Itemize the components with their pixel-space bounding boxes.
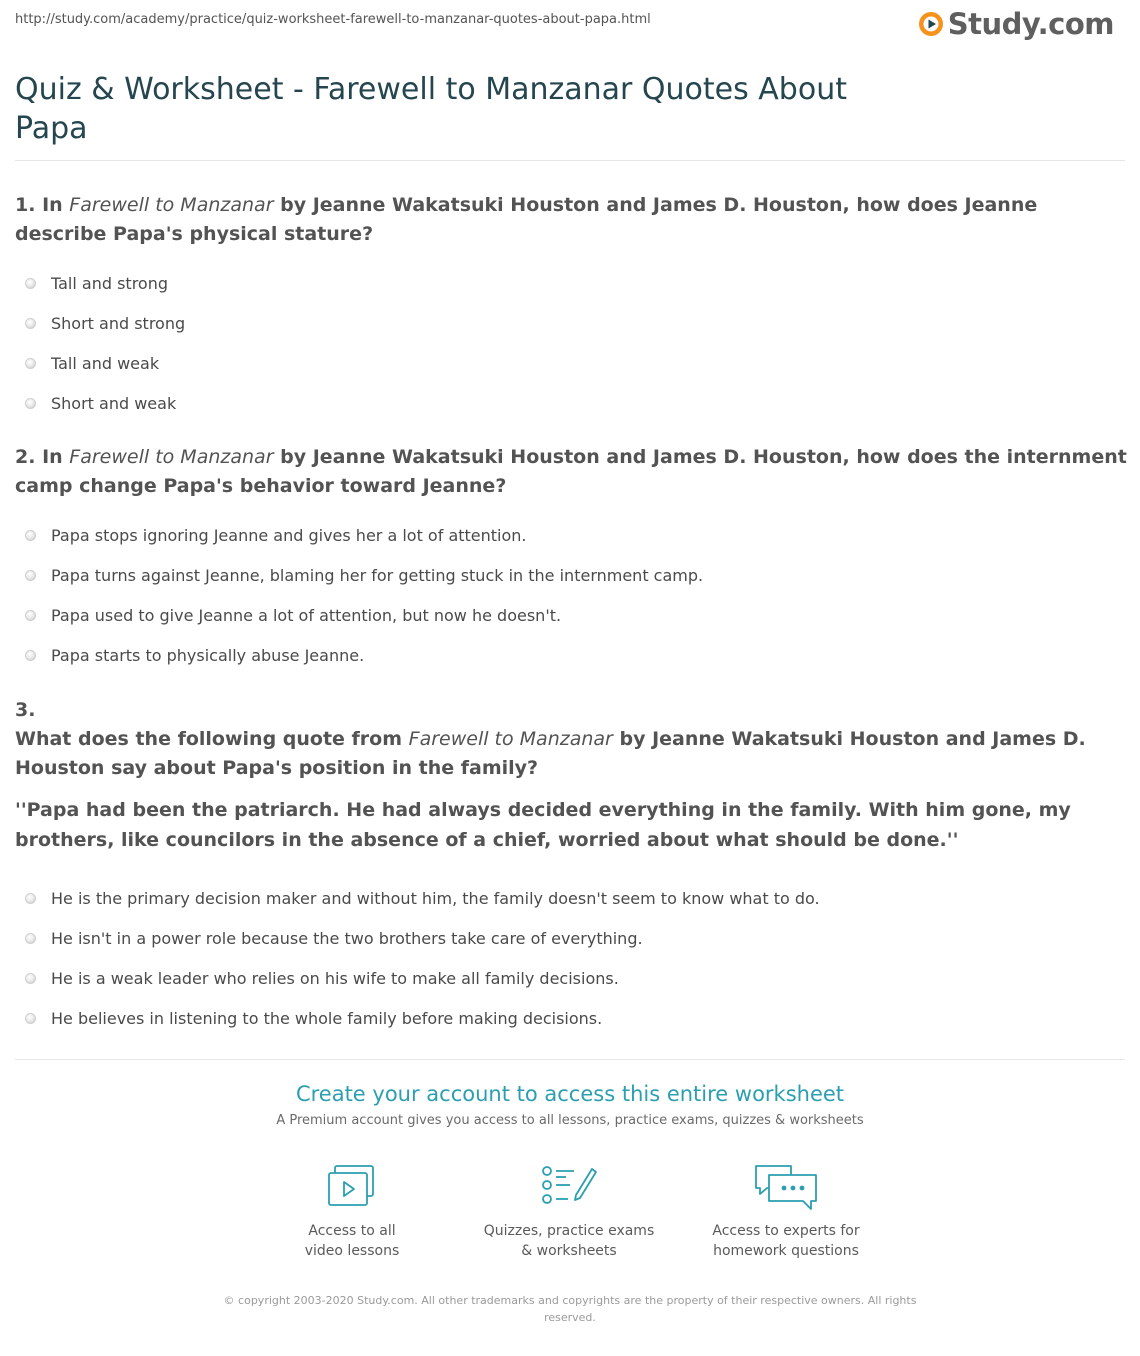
radio-button[interactable] — [25, 530, 36, 541]
option-label: Papa stops ignoring Jeanne and gives her a lot of attention. — [51, 525, 527, 545]
copyright: © copyright 2003-2020 Study.com. All other trademarks and copyrights are the property of their respective owners. All rights reserved. — [223, 1294, 917, 1324]
answer-option[interactable] — [15, 303, 1127, 343]
option-label: Papa turns against Jeanne, blaming her for getting stuck in the internment camp. — [51, 565, 704, 585]
radio-button[interactable] — [25, 1013, 36, 1024]
feature-label: Access to experts for homework questions — [712, 1223, 860, 1259]
radio-button[interactable] — [25, 650, 36, 661]
option-label: Short and strong — [51, 313, 186, 333]
radio-button[interactable] — [25, 398, 36, 409]
book-title: Farewell to Manzanar — [408, 728, 613, 750]
radio-button[interactable] — [25, 278, 36, 289]
feature-experts — [686, 1163, 886, 1261]
answer-options — [15, 515, 1127, 675]
answer-options — [15, 878, 1127, 1038]
option-label: Tall and strong — [51, 273, 169, 293]
question-1 — [15, 191, 1127, 423]
book-title: Farewell to Manzanar — [69, 446, 274, 468]
study-play-icon — [918, 11, 944, 37]
divider — [15, 160, 1125, 161]
option-label: He believes in listening to the whole family before making decisions. — [51, 1008, 603, 1028]
option-label: He isn't in a power role because the two brothers take care of everything. — [51, 928, 643, 948]
question-3 — [15, 695, 1127, 1038]
question-text: What does the following quote from Farewell to Manzanar by Jeanne Wakatsuki Houston and James D. Houston say about Papa's position in the family? — [15, 728, 1086, 779]
answer-option[interactable] — [15, 383, 1127, 423]
cta-subtitle: A Premium account gives you access to all lessons, practice exams, quizzes & worksheets — [276, 1113, 864, 1128]
logo-text: Study.com — [947, 7, 1114, 41]
quiz-checklist-icon — [540, 1163, 598, 1209]
radio-button[interactable] — [25, 893, 36, 904]
video-lessons-icon — [326, 1163, 378, 1209]
option-label: He is the primary decision maker and without him, the family doesn't seem to know what to do. — [51, 888, 820, 908]
question-text: 2. In Farewell to Manzanar by Jeanne Wakatsuki Houston and James D. Houston, how does the internment camp change Papa's behavior toward Jeanne? — [15, 446, 1127, 497]
radio-button[interactable] — [25, 358, 36, 369]
question-text: 1. In Farewell to Manzanar by Jeanne Wakatsuki Houston and James D. Houston, how does Jeanne describe Papa's physical stature? — [15, 194, 1038, 245]
page-url: http://study.com/academy/practice/quiz-worksheet-farewell-to-manzanar-quotes-about-papa.html — [15, 12, 651, 27]
answer-option[interactable] — [15, 555, 1127, 595]
create-account-link[interactable]: Create your account to access this entire worksheet — [295, 1082, 845, 1106]
answer-option[interactable] — [15, 958, 1127, 998]
divider — [15, 1059, 1125, 1060]
answer-option[interactable] — [15, 918, 1127, 958]
answer-option[interactable] — [15, 878, 1127, 918]
option-label: Papa starts to physically abuse Jeanne. — [51, 645, 365, 665]
radio-button[interactable] — [25, 973, 36, 984]
answer-option[interactable] — [15, 998, 1127, 1038]
radio-button[interactable] — [25, 933, 36, 944]
question-2 — [15, 443, 1127, 675]
feature-label: Access to all video lessons — [304, 1223, 400, 1259]
quote-text: ''Papa had been the patriarch. He had always decided everything in the family. With him gone, my brothers, like councilors in the absence of a chief, worried about what should be done.'' — [15, 799, 1071, 851]
study-logo[interactable] — [918, 6, 1114, 42]
option-label: He is a weak leader who relies on his wife to make all family decisions. — [51, 968, 619, 988]
answer-option[interactable] — [15, 595, 1127, 635]
feature-label: Quizzes, practice exams & worksheets — [483, 1223, 655, 1259]
answer-option[interactable] — [15, 515, 1127, 555]
option-label: Tall and weak — [51, 353, 160, 373]
answer-option[interactable] — [15, 263, 1127, 303]
page-title: Quiz & Worksheet - Farewell to Manzanar Quotes About Papa — [15, 72, 847, 146]
radio-button[interactable] — [25, 570, 36, 581]
answer-options — [15, 263, 1127, 423]
chat-bubbles-icon — [753, 1163, 819, 1213]
answer-option[interactable] — [15, 343, 1127, 383]
radio-button[interactable] — [25, 318, 36, 329]
option-label: Short and weak — [51, 393, 177, 413]
answer-option[interactable] — [15, 635, 1127, 675]
option-label: Papa used to give Jeanne a lot of attention, but now he doesn't. — [51, 605, 562, 625]
feature-quizzes — [469, 1163, 669, 1261]
radio-button[interactable] — [25, 610, 36, 621]
question-number: 3. — [15, 699, 36, 721]
book-title: Farewell to Manzanar — [69, 194, 274, 216]
feature-video-lessons — [252, 1163, 452, 1261]
